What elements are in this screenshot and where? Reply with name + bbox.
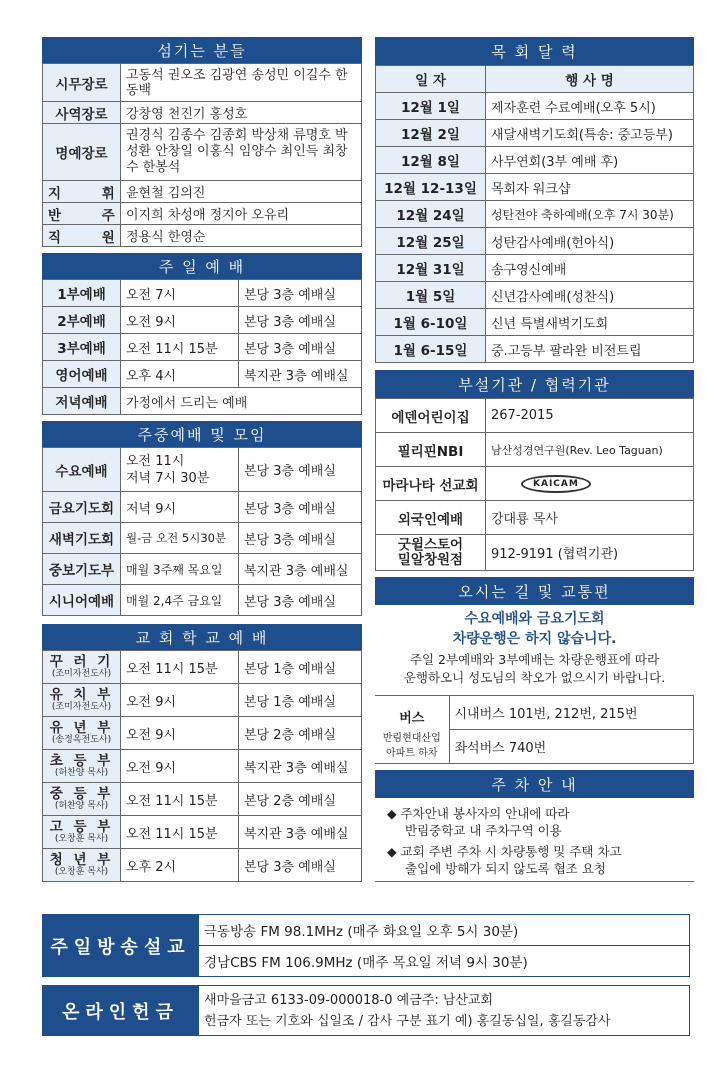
diamond-bullet-icon: ◆: [387, 806, 401, 821]
row-place: 본당 2층 예배실: [239, 783, 362, 816]
school-table: [42, 650, 362, 882]
dept-leader: (조미자전도사): [51, 702, 112, 712]
dept-leader: (허찬양 목사): [54, 768, 109, 778]
dept-name: 초 등 부: [49, 753, 114, 769]
table-row: [43, 334, 362, 361]
row-logo-cell: [486, 467, 694, 501]
row-value: 남산성경연구원(Rev. Leo Taguan): [486, 433, 694, 467]
row-time: 가정에서 드리는 예배: [121, 388, 362, 415]
table-row: [375, 696, 694, 730]
table-row: [376, 336, 694, 363]
row-date: 12월 25일: [376, 228, 486, 255]
bus-line2: 좌석버스 740번: [449, 730, 694, 764]
table-row: [43, 849, 362, 882]
row-label: 2부예배: [43, 307, 121, 334]
row-label: 에덴어린이집: [376, 399, 486, 433]
table-row: [43, 181, 362, 203]
dept-leader: (송정옥전도사): [51, 735, 112, 745]
row-label: [43, 816, 121, 849]
col-date: 일 자: [376, 66, 486, 93]
row-time: [121, 448, 239, 492]
row-value: 윤현철 김의진: [121, 181, 362, 203]
row-event: 신년감사예배(성찬식): [486, 282, 694, 309]
row-value: 고동석 권오조 김광연 송성민 이길수 한동백: [121, 64, 362, 102]
table-row: [43, 651, 362, 684]
row-time-line1: 오전 11시: [126, 453, 185, 469]
row-place: 본당 3층 예배실: [239, 448, 362, 492]
row-label: 직 원: [43, 225, 121, 247]
row-time: 오전 7시: [121, 280, 239, 307]
kaicam-logo-text: KAICAM: [533, 478, 579, 489]
directions-highlight2: 차량운행은 하지 않습니다.: [452, 631, 617, 647]
row-place: 본당 3층 예배실: [239, 585, 362, 616]
table-row: [43, 448, 362, 492]
dept-name: 꾸 러 기: [49, 654, 114, 670]
bus-table: [375, 695, 694, 764]
row-value: 912-9191 (협력기관): [486, 535, 694, 571]
school-header: 교 회 학 교 예 배: [42, 624, 362, 650]
table-row: [43, 783, 362, 816]
servers-header: 섬기는 분들: [42, 37, 362, 63]
row-date: 12월 31일: [376, 255, 486, 282]
dept-name: 고 등 부: [49, 819, 114, 835]
row-event: 새달새벽기도회(특송: 중고등부): [486, 120, 694, 147]
row-place: 본당 3층 예배실: [239, 334, 362, 361]
row-time: 저녁 9시: [121, 492, 239, 523]
table-row: [376, 501, 694, 535]
row-label-line1: 굿윌스토어: [397, 536, 464, 553]
row-event: 신년 특별새벽기도회: [486, 309, 694, 336]
row-place: 본당 3층 예배실: [239, 280, 362, 307]
table-row: [376, 467, 694, 501]
list-item: [375, 843, 694, 877]
row-date: 1월 5일: [376, 282, 486, 309]
row-place: 복지관 3층 예배실: [239, 816, 362, 849]
dept-name: 유 년 부: [49, 720, 114, 736]
sunday-header: 주 일 예 배: [42, 253, 362, 279]
row-label-line2: 밀알창원점: [397, 551, 464, 568]
dept-name: 청 년 부: [49, 852, 114, 868]
parking-header: 주 차 안 내: [375, 770, 694, 798]
row-time: 오전 11시 15분: [121, 816, 239, 849]
table-row: [375, 730, 694, 764]
row-time: 매월 2,4주 금요일: [121, 585, 239, 616]
row-time: 오후 2시: [121, 849, 239, 882]
row-label: 시무장로: [43, 64, 121, 102]
row-place: 본당 3층 예배실: [239, 492, 362, 523]
servers-table: [42, 63, 362, 247]
row-time: 오전 9시: [121, 750, 239, 783]
row-value: 강대룡 목사: [486, 501, 694, 535]
row-time: 월-금 오전 5시30분: [121, 523, 239, 554]
calendar-table: [375, 65, 694, 363]
parking-list: [375, 798, 694, 882]
table-row: [43, 64, 362, 102]
directions-note2: 운행하오니 성도님의 착오가 없으시기 바랍니다.: [403, 670, 666, 685]
row-place: 복지관 3층 예배실: [239, 361, 362, 388]
table-row: [43, 554, 362, 585]
row-date: 1월 6-10일: [376, 309, 486, 336]
table-row: [43, 203, 362, 225]
row-label: 영어예배: [43, 361, 121, 388]
row-label: [43, 684, 121, 717]
offering-text: [199, 986, 690, 1036]
table-row: [376, 255, 694, 282]
row-place: 본당 1층 예배실: [239, 684, 362, 717]
row-date: 12월 2일: [376, 120, 486, 147]
table-row: [376, 309, 694, 336]
diamond-bullet-icon: ◆: [387, 844, 401, 859]
row-event: 성탄전야 축하예배(오후 7시 30분): [486, 201, 694, 228]
parking-item2-line2: 출입에 방해가 되지 않도록 협조 요청: [405, 861, 606, 876]
row-label: 사역장로: [43, 102, 121, 124]
row-label: 명예장로: [43, 124, 121, 181]
calendar-header: 목 회 달 력: [375, 37, 694, 65]
row-place: 본당 3층 예배실: [239, 307, 362, 334]
list-item: [375, 805, 694, 839]
row-label: 외국인예배: [376, 501, 486, 535]
row-label: 1부예배: [43, 280, 121, 307]
offering-label: 온라인헌금: [43, 986, 199, 1036]
kaicam-logo: [521, 475, 591, 493]
table-row: [376, 433, 694, 467]
row-time-line2: 저녁 7시 30분: [126, 470, 210, 486]
row-date: 1월 6-15일: [376, 336, 486, 363]
row-label: 저녁예배: [43, 388, 121, 415]
row-event: 송구영신예배: [486, 255, 694, 282]
row-label: [43, 717, 121, 750]
bus-stop-line2: 아파트 하차: [386, 748, 438, 760]
row-label: 필리핀NBI: [376, 433, 486, 467]
directions-highlight1: 수요예배와 금요기도회: [464, 611, 605, 627]
row-value: 강창영 천진기 홍성호: [121, 102, 362, 124]
bus-label: 버스: [375, 696, 449, 730]
table-row: [376, 228, 694, 255]
row-event: 성탄감사예배(헌아식): [486, 228, 694, 255]
row-label: 3부예배: [43, 334, 121, 361]
sunday-table: [42, 279, 362, 415]
table-row: [43, 388, 362, 415]
affiliates-header: 부설기관 / 협력기관: [375, 370, 694, 398]
table-row: [43, 717, 362, 750]
table-row: [43, 280, 362, 307]
table-row: [43, 225, 362, 247]
table-row: [43, 816, 362, 849]
offering-line1: 새마을금고 6133-09-000018-0 예금주: 남산교회: [204, 992, 494, 1008]
row-label: 마라나타 선교회: [376, 467, 486, 501]
row-label: 지 휘: [43, 181, 121, 203]
table-row: [376, 93, 694, 120]
affiliates-table: [375, 398, 694, 571]
bus-stop-line1: 반림현대산업: [382, 733, 441, 745]
broadcast-banner: [42, 914, 690, 977]
col-event: 행 사 명: [486, 66, 694, 93]
row-date: 12월 1일: [376, 93, 486, 120]
table-row: [376, 399, 694, 433]
row-value: 권경식 김종수 김종회 박상채 류명호 박성환 안창일 이홍식 임양수 최인득 최창수 한봉석: [121, 124, 362, 181]
table-row: [376, 282, 694, 309]
row-time: 오전 9시: [121, 684, 239, 717]
table-row: [376, 120, 694, 147]
parking-item1-line2: 반림중학교 내 주차구역 이용: [405, 823, 562, 838]
row-place: 본당 1층 예배실: [239, 651, 362, 684]
table-row: [43, 585, 362, 616]
row-label: [43, 651, 121, 684]
broadcast-line2: 경남CBS FM 106.9MHz (매주 목요일 저녁 9시 30분): [199, 946, 690, 977]
row-time: 오후 4시: [121, 361, 239, 388]
bus-line1: 시내버스 101번, 212번, 215번: [449, 696, 694, 730]
row-label: [43, 750, 121, 783]
dept-name: 유 치 부: [49, 687, 114, 703]
table-row: [43, 492, 362, 523]
table-row: [43, 684, 362, 717]
row-date: 12월 24일: [376, 201, 486, 228]
row-label: [376, 535, 486, 571]
row-label: 반 주: [43, 203, 121, 225]
row-label: 시니어예배: [43, 585, 121, 616]
row-value: 정용식 한영순: [121, 225, 362, 247]
dept-leader: (오창훈 목사): [54, 834, 109, 844]
directions-notice: [375, 605, 694, 687]
table-row: [43, 102, 362, 124]
weekday-table: [42, 447, 362, 616]
table-row: [376, 201, 694, 228]
row-label: 금요기도회: [43, 492, 121, 523]
left-column: [42, 37, 362, 882]
row-date: 12월 12-13일: [376, 174, 486, 201]
weekday-header: 주중예배 및 모임: [42, 421, 362, 447]
row-value: 267-2015: [486, 399, 694, 433]
row-event: 목회자 워크샵: [486, 174, 694, 201]
row-label: [43, 783, 121, 816]
dept-leader: (조미자전도사): [51, 669, 112, 679]
row-place: 본당 3층 예배실: [239, 523, 362, 554]
offering-line2: 헌금자 또는 기호와 십일조 / 감사 구분 표기 예) 홍길동십일, 홍길동감사: [204, 1013, 611, 1029]
broadcast-label: 주일방송설교: [43, 915, 199, 977]
table-row: [43, 361, 362, 388]
dept-name: 중 등 부: [49, 786, 114, 802]
parking-item1-line1: 주차안내 봉사자의 안내에 따라: [400, 806, 570, 821]
table-row: [43, 307, 362, 334]
row-label: 중보기도부: [43, 554, 121, 585]
row-label: 수요예배: [43, 448, 121, 492]
table-row: [43, 750, 362, 783]
dept-leader: (오창훈 목사): [54, 867, 109, 877]
broadcast-line1: 극동방송 FM 98.1MHz (매주 화요일 오후 5시 30분): [199, 915, 690, 946]
row-event: 중.고등부 팔라완 비전트립: [486, 336, 694, 363]
parking-item2-line1: 교회 주변 주차 시 차량통행 및 주택 차고: [400, 844, 622, 859]
calendar-col-headers: [376, 66, 694, 93]
row-place: 복지관 3층 예배실: [239, 554, 362, 585]
row-event: 사무연회(3부 예배 후): [486, 147, 694, 174]
row-value: 이지희 차성애 정지아 오유리: [121, 203, 362, 225]
row-time: 오전 11시 15분: [121, 651, 239, 684]
row-label: [43, 849, 121, 882]
row-time: 매월 3주째 목요일: [121, 554, 239, 585]
directions-header: 오시는 길 및 교통편: [375, 577, 694, 605]
row-time: 오전 9시: [121, 307, 239, 334]
dept-leader: (허찬양 목사): [54, 801, 109, 811]
table-row: [376, 174, 694, 201]
bus-stop: [375, 730, 449, 764]
right-column: [375, 37, 694, 882]
directions-note1: 주일 2부예배와 3부예배는 차량운행표에 따라: [409, 652, 660, 667]
table-row: [376, 535, 694, 571]
table-row: [43, 523, 362, 554]
row-place: 본당 3층 예배실: [239, 849, 362, 882]
table-row: [376, 147, 694, 174]
row-event: 제자훈련 수료예배(오후 5시): [486, 93, 694, 120]
table-row: [43, 124, 362, 181]
row-label: 새벽기도회: [43, 523, 121, 554]
row-place: 본당 2층 예배실: [239, 717, 362, 750]
offering-banner: [42, 985, 690, 1036]
row-time: 오전 9시: [121, 717, 239, 750]
row-place: 복지관 3층 예배실: [239, 750, 362, 783]
row-time: 오전 11시 15분: [121, 334, 239, 361]
row-time: 오전 11시 15분: [121, 783, 239, 816]
row-date: 12월 8일: [376, 147, 486, 174]
